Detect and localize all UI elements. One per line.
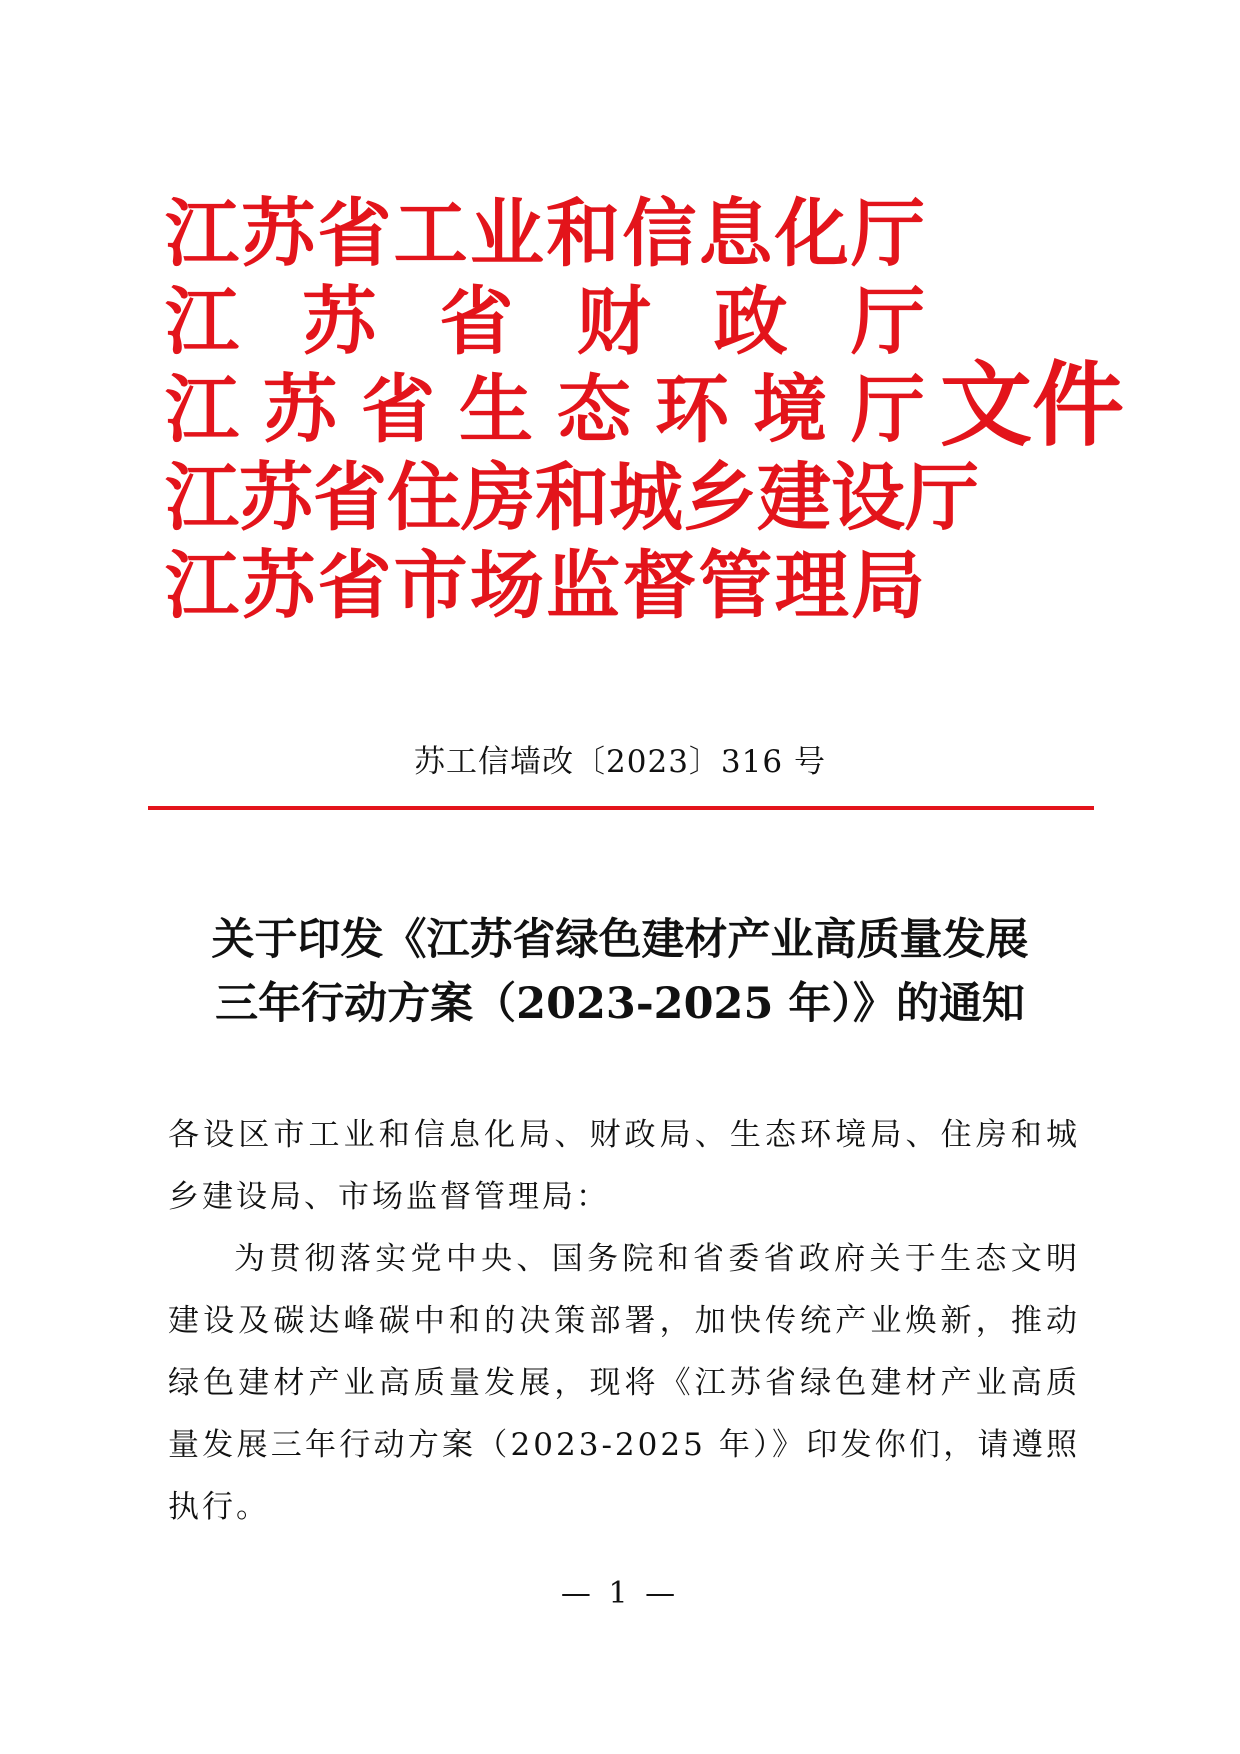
issuer-line: 江 苏 省 住 房 和 城 乡 建 设 厅 (165, 455, 979, 541)
issuer-line: 江 苏 省 市 场 监 督 管 理 局 (165, 543, 925, 629)
issuing-authorities (165, 190, 979, 630)
title-line: 关于印发《江苏省绿色建材产业高质量发展 (211, 915, 1029, 965)
body-paragraph: 为贯彻落实党中央、国务院和省委省政府关于生态文明建设及碳达峰碳中和的决策部署，加快传统产业焕新，推动绿色建材产业高质量发展，现将《江苏省绿色建材产业高质量发展三年行动方案（2023-2025 年）》印发你们，请遵照执行。 (168, 1241, 1080, 1525)
issuer-line: 江 苏 省 工 业 和 信 息 化 厅 (165, 191, 925, 277)
document-suffix: 文件 (940, 351, 1125, 459)
issuer-line: 江 苏 省 财 政 厅 (165, 279, 925, 365)
page-number: — 1 — (560, 1576, 680, 1611)
title-line: 三年行动方案（2023-2025 年）》的通知 (215, 979, 1025, 1029)
document-body (168, 1104, 1080, 1538)
red-divider-line (148, 806, 1094, 810)
red-masthead (165, 190, 1125, 630)
document-number: 苏工信墙改〔2023〕316 号 (414, 744, 826, 780)
addressee: 各设区市工业和信息化局、财政局、生态环境局、住房和城乡建设局、市场监督管理局： (168, 1117, 1080, 1215)
document-title (120, 908, 1120, 1036)
issuer-line: 江 苏 省 生 态 环 境 厅 (165, 367, 925, 453)
